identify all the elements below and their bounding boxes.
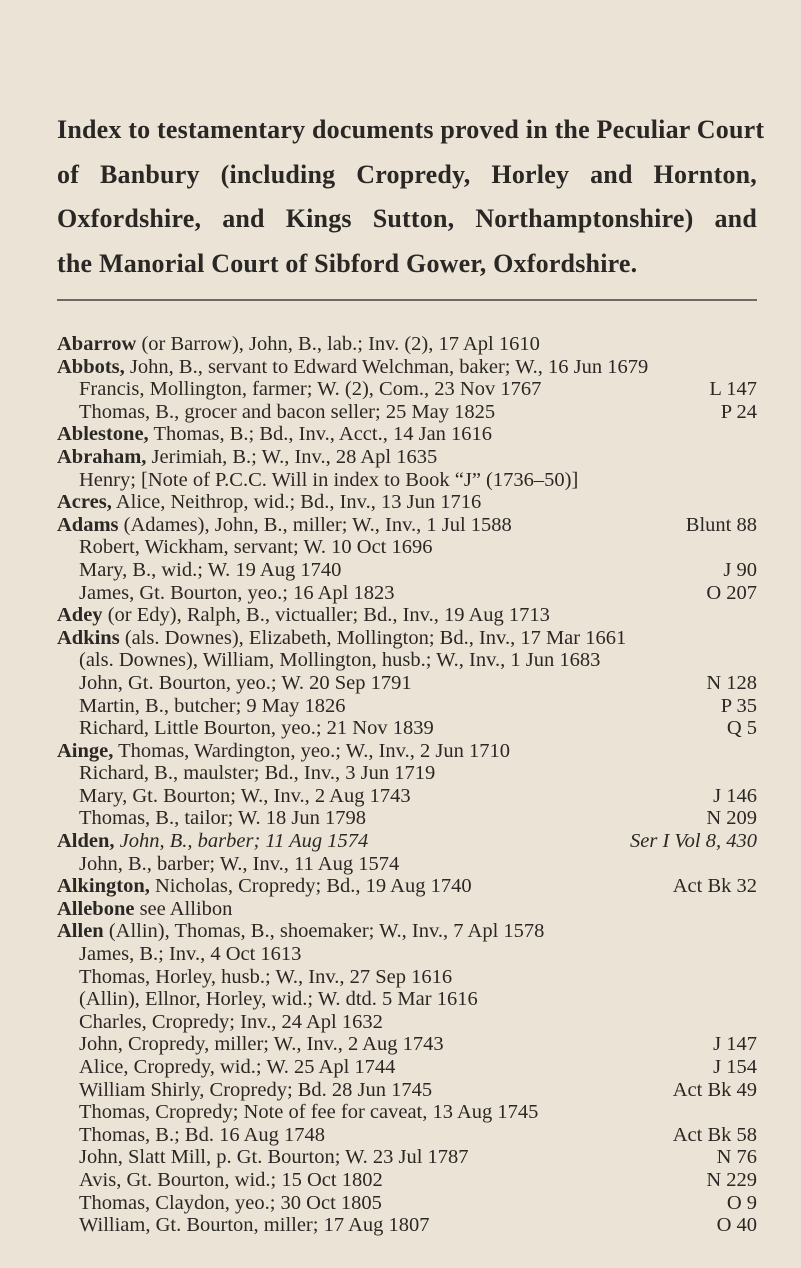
entry-text: James, Gt. Bourton, yeo.; 16 Apl 1823	[79, 581, 395, 604]
index-entry	[57, 1214, 757, 1237]
page-title	[57, 108, 765, 286]
entry-surname: Ainge,	[57, 739, 114, 762]
entry-text: John, Slatt Mill, p. Gt. Bourton; W. 23 Jul 1787	[79, 1146, 469, 1169]
index-entry	[57, 1192, 757, 1215]
entry-text: Thomas, B., tailor; W. 18 Jun 1798	[79, 807, 366, 830]
index-entry	[57, 491, 757, 514]
index-entry	[57, 1101, 757, 1124]
entry-surname: Adkins	[57, 626, 120, 649]
index-entry	[57, 1169, 757, 1192]
index-entry	[57, 785, 757, 808]
index-entry	[57, 514, 757, 537]
index-entry	[57, 446, 757, 469]
entry-reference: J 146	[713, 784, 757, 807]
index-entry	[57, 649, 757, 672]
entry-reference: J 90	[723, 558, 757, 581]
title-line: Index to testamentary documents proved in the Peculiar Court	[57, 115, 765, 144]
entry-text: Thomas, B., grocer and bacon seller; 25 May 1825	[79, 400, 496, 423]
title-line: the Manorial Court of Sibford Gower, Oxfordshire.	[57, 248, 638, 278]
index-entry	[57, 672, 757, 695]
index-entry	[57, 943, 757, 966]
entry-surname: Adey	[57, 604, 103, 627]
entry-text: Thomas, Claydon, yeo.; 30 Oct 1805	[79, 1191, 382, 1214]
entry-reference: P 35	[720, 694, 757, 717]
entry-text: Alice, Cropredy, wid.; W. 25 Apl 1744	[79, 1056, 396, 1078]
entry-text: John, Gt. Bourton, yeo.; W. 20 Sep 1791	[79, 671, 412, 694]
index-entry	[57, 988, 757, 1011]
entry-text: Thomas, Wardington, yeo.; W., Inv., 2 Jun 1710	[113, 739, 510, 762]
title-divider	[57, 299, 757, 301]
entry-text: (or Edy), Ralph, B., victualler; Bd., Inv., 19 Aug 1713	[102, 604, 550, 627]
entry-text: (Allin), Thomas, B., shoemaker; W., Inv., 7 Apl 1578	[103, 920, 545, 943]
entry-reference: N 128	[706, 671, 757, 694]
entry-text: (als. Downes), Elizabeth, Mollington; Bd., Inv., 17 Mar 1661	[119, 626, 627, 649]
index-entry	[57, 762, 757, 785]
entry-reference: N 209	[706, 807, 757, 830]
entry-reference: Blunt 88	[685, 513, 757, 536]
entry-reference: J 147	[713, 1033, 757, 1056]
entry-text: (Adames), John, B., miller; W., Inv., 1 Jul 1588	[118, 513, 512, 536]
entry-surname: Ablestone,	[57, 423, 149, 446]
index-entry	[57, 627, 757, 650]
index-entry	[57, 875, 757, 898]
index-entry	[57, 559, 757, 582]
title-line: of Banbury (including Cropredy, Horley and Hornton,	[57, 159, 757, 189]
entry-text: see Allibon	[134, 897, 233, 920]
entry-surname: Abarrow	[57, 333, 137, 355]
index-entry	[57, 966, 757, 989]
entry-text: Thomas, B.; Bd. 16 Aug 1748	[79, 1123, 326, 1146]
entry-text: William Shirly, Cropredy; Bd. 28 Jun 1745	[79, 1078, 433, 1101]
entry-surname: Abbots,	[57, 355, 125, 378]
index-entry	[57, 469, 757, 492]
entry-text: Richard, B., maulster; Bd., Inv., 3 Jun 1719	[79, 762, 436, 785]
entry-text: Martin, B., butcher; 9 May 1826	[79, 694, 346, 717]
index-entry	[57, 1124, 757, 1147]
entry-text: John, Cropredy, miller; W., Inv., 2 Aug 1743	[79, 1033, 444, 1056]
entry-surname: Allebone	[57, 897, 135, 920]
entry-text: (als. Downes), William, Mollington, husb.; W., Inv., 1 Jun 1683	[79, 649, 601, 672]
entry-reference: Act Bk 49	[672, 1078, 757, 1101]
entry-text: Richard, Little Bourton, yeo.; 21 Nov 1839	[79, 717, 434, 740]
entry-reference: Ser I Vol 8, 430	[630, 830, 757, 853]
entry-text: Thomas, Cropredy; Note of fee for caveat, 13 Aug 1745	[79, 1101, 539, 1124]
entry-surname: Acres,	[57, 491, 112, 514]
entry-text: Alice, Neithrop, wid.; Bd., Inv., 13 Jun 1716	[111, 491, 482, 514]
entry-text: James, B.; Inv., 4 Oct 1613	[79, 943, 302, 966]
entry-reference: L 147	[709, 378, 757, 401]
entry-text: Robert, Wickham, servant; W. 10 Oct 1696	[79, 536, 433, 559]
entry-reference: P 24	[720, 400, 757, 423]
index-entry	[57, 695, 757, 718]
entry-reference: Act Bk 32	[672, 875, 757, 898]
index-entry	[57, 853, 757, 876]
entry-text: John, B., servant to Edward Welchman, baker; W., 16 Jun 1679	[124, 355, 649, 378]
index-entry	[57, 1079, 757, 1102]
index-entry	[57, 333, 757, 356]
index-entry	[57, 401, 757, 424]
entry-surname: Alkington,	[57, 875, 150, 898]
index-entry	[57, 1146, 757, 1169]
index-entry	[57, 582, 757, 605]
entry-text: John, B., barber; 11 Aug 1574	[114, 830, 369, 853]
entry-reference: N 229	[706, 1168, 757, 1191]
entry-surname: Adams	[57, 513, 119, 536]
entry-reference: N 76	[716, 1146, 757, 1169]
index-entry	[57, 378, 757, 401]
index-entry	[57, 536, 757, 559]
index-entries	[57, 333, 757, 1237]
entry-text: Francis, Mollington, farmer; W. (2), Com., 23 Nov 1767	[79, 378, 542, 401]
index-entry	[57, 807, 757, 830]
entry-text: (or Barrow), John, B., lab.; Inv. (2), 17 Apl 1610	[136, 333, 540, 355]
index-entry	[57, 717, 757, 740]
entry-text: William, Gt. Bourton, miller; 17 Aug 1807	[79, 1214, 430, 1237]
entry-reference: Q 5	[726, 717, 757, 740]
entry-reference: Act Bk 58	[672, 1123, 757, 1146]
index-entry	[57, 1056, 757, 1079]
title-line: Oxfordshire, and Kings Sutton, Northamptonshire) and	[57, 204, 757, 233]
entry-text: (Allin), Ellnor, Horley, wid.; W. dtd. 5 Mar 1616	[79, 988, 478, 1011]
entry-text: Avis, Gt. Bourton, wid.; 15 Oct 1802	[79, 1168, 383, 1191]
entry-surname: Abraham,	[57, 445, 147, 468]
entry-reference: J 154	[713, 1056, 757, 1078]
entry-text: Henry; [Note of P.C.C. Will in index to Book “J” (1736–50)]	[79, 468, 579, 491]
index-entry	[57, 740, 757, 763]
index-entry	[57, 423, 757, 446]
index-entry	[57, 356, 757, 379]
index-entry	[57, 604, 757, 627]
entry-text: Charles, Cropredy; Inv., 24 Apl 1632	[79, 1010, 383, 1033]
index-entry	[57, 920, 757, 943]
entry-reference: O 207	[706, 581, 757, 604]
entry-text: Nicholas, Cropredy; Bd., 19 Aug 1740	[149, 875, 472, 898]
index-entry	[57, 830, 757, 853]
index-entry	[57, 1033, 757, 1056]
entry-text: Thomas, B.; Bd., Inv., Acct., 14 Jan 1616	[148, 423, 493, 446]
entry-text: Mary, Gt. Bourton; W., Inv., 2 Aug 1743	[79, 784, 411, 807]
entry-reference: O 9	[726, 1191, 757, 1214]
index-entry	[57, 898, 757, 921]
index-entry	[57, 1011, 757, 1034]
entry-surname: Alden,	[57, 830, 115, 853]
entry-reference: O 40	[716, 1214, 757, 1237]
entry-text: John, B., barber; W., Inv., 11 Aug 1574	[79, 852, 400, 875]
entry-text: Jerimiah, B.; W., Inv., 28 Apl 1635	[146, 445, 438, 468]
entry-text: Thomas, Horley, husb.; W., Inv., 27 Sep 1616	[79, 965, 453, 988]
entry-surname: Allen	[57, 920, 104, 943]
entry-text: Mary, B., wid.; W. 19 Aug 1740	[79, 558, 342, 581]
